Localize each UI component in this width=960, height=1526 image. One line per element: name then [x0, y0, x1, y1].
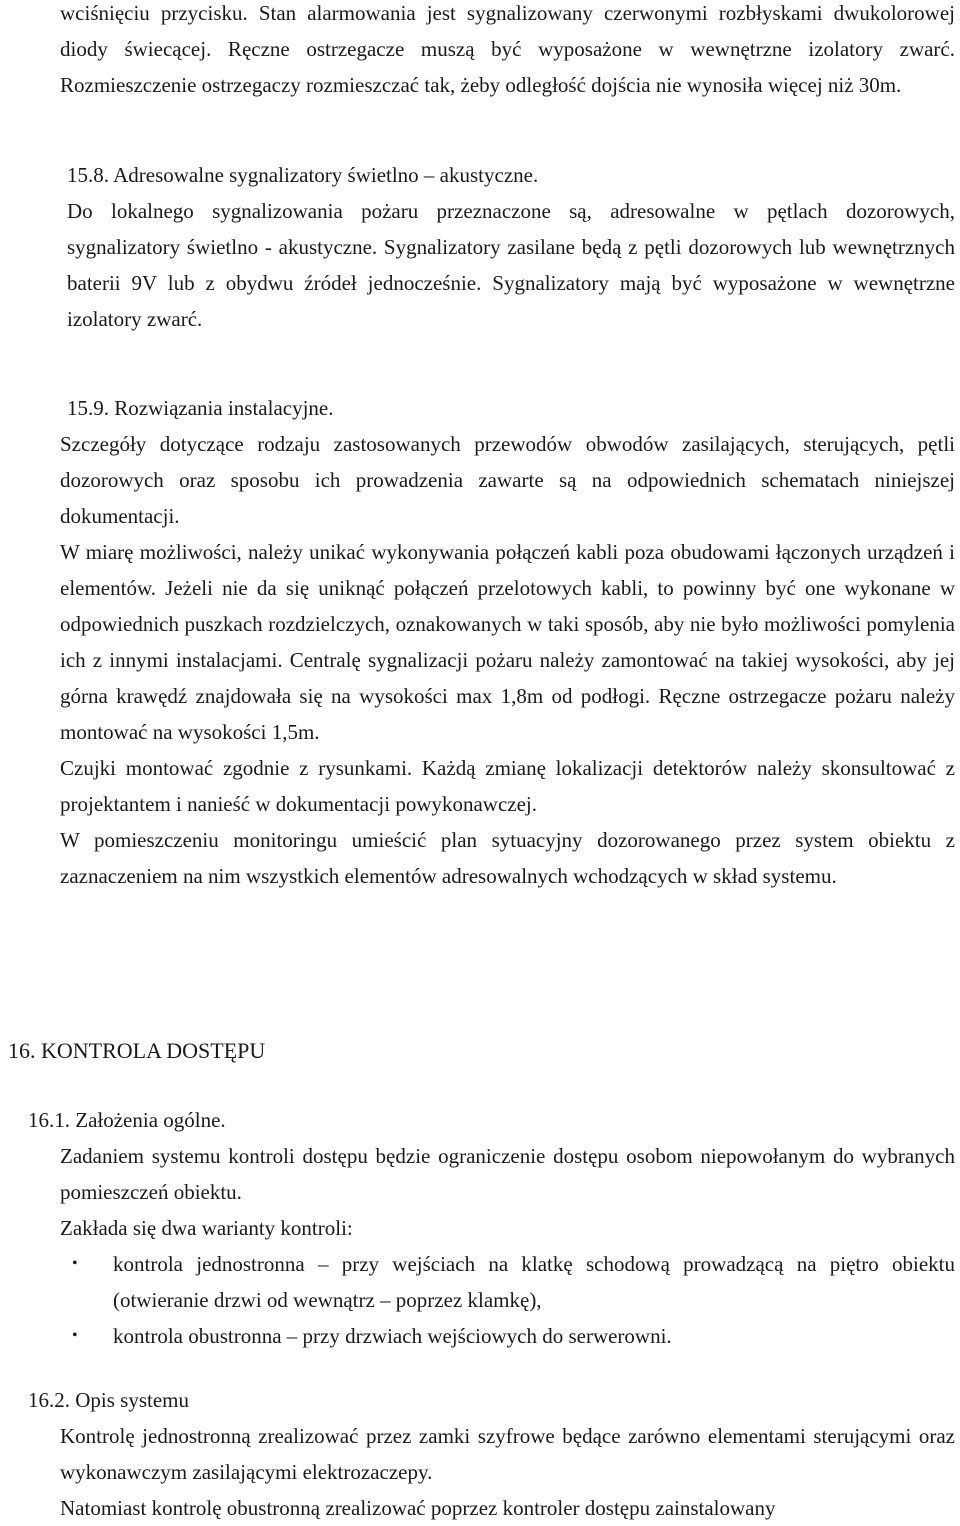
section-15-9-paragraph-1: Szczegóły dotyczące rodzaju zastosowanych przewodów obwodów zasilających, sterujących, pętli dozorowych oraz sposobu ich prowadzenia zawarte są na odpowiednich schematach niniejszej dokumentacji.: [60, 432, 955, 528]
section-15-9: [60, 390, 955, 894]
list-item: [60, 1246, 955, 1318]
section-15-8-heading: 15.8. Adresowalne sygnalizatory świetlno – akustyczne.: [67, 163, 539, 187]
section-16-1-paragraph-2: Zakłada się dwa warianty kontroli:: [60, 1216, 353, 1240]
section-15-8: [67, 157, 955, 337]
section-16-2-paragraph-2: Natomiast kontrolę obustronną zrealizować poprzez kontroler dostępu zainstalowany: [60, 1496, 776, 1520]
list-item-text: kontrola obustronna – przy drzwiach wejściowych do serwerowni.: [113, 1324, 672, 1348]
control-variants-list: [60, 1246, 955, 1354]
list-item-text: kontrola jednostronna – przy wejściach na klatkę schodową prowadzącą na piętro obiektu (otwieranie drzwi od wewnątrz – poprzez klamkę),: [113, 1252, 955, 1312]
section-16-2-heading: 16.2. Opis systemu: [28, 1388, 190, 1412]
section-16-2: [28, 1382, 955, 1526]
list-item: [60, 1318, 955, 1354]
continuation-paragraph-block: [60, 0, 955, 103]
section-15-9-paragraph-3: Czujki montować zgodnie z rysunkami. Każdą zmianę lokalizacji detektorów należy skonsultować z projektantem i nanieść w dokumentacji powykonawczej.: [60, 756, 955, 816]
section-15-9-paragraph-4: W pomieszczeniu monitoringu umieścić plan sytuacyjny dozorowanego przez system obiektu z zaznaczeniem na nim wszystkich elementów adresowalnych wchodzących w skład systemu.: [60, 828, 955, 888]
section-16-2-paragraph-1: Kontrolę jednostronną zrealizować przez zamki szyfrowe będące zarówno elementami sterującymi oraz wykonawczym zasilającymi elektrozaczepy.: [60, 1424, 955, 1484]
section-16-1-heading: 16.1. Założenia ogólne.: [28, 1108, 226, 1132]
bullet-icon: •: [72, 1327, 78, 1344]
section-15-9-paragraph-2: W miarę możliwości, należy unikać wykonywania połączeń kabli poza obudowami łączonych urządzeń i elementów. Jeżeli nie da się uniknąć połączeń przelotowych kabli, to powinny być one wykonane w odpowiednich puszkach rozdzielczych, oznakowanych w taki sposób, aby nie było możliwości pomylenia ich z innymi instalacjami. Centralę sygnalizacji pożaru należy zamontować na takiej wysokości, aby jej górna krawędź znajdowała się na wysokości max 1,8m od podłogi. Ręczne ostrzegacze pożaru należy montować na wysokości 1,5m.: [60, 540, 955, 744]
section-16-1-paragraph-1: Zadaniem systemu kontroli dostępu będzie ograniczenie dostępu osobom niepowołanym do wybranych pomieszczeń obiektu.: [60, 1144, 955, 1204]
section-15-9-heading: 15.9. Rozwiązania instalacyjne.: [67, 396, 334, 420]
section-16-1: [28, 1102, 955, 1354]
bullet-icon: •: [72, 1255, 78, 1272]
section-16: [8, 1033, 948, 1069]
section-15-8-body: Do lokalnego sygnalizowania pożaru przeznaczone są, adresowalne w pętlach dozorowych, sygnalizatory świetlno - akustyczne. Sygnalizatory zasilane będą z pętli dozorowych lub wewnętrznych baterii 9V lub z obydwu źródeł jednocześnie. Sygnalizatory mają być wyposażone w wewnętrzne izolatory zwarć.: [67, 199, 955, 331]
section-16-heading: 16. KONTROLA DOSTĘPU: [8, 1038, 266, 1063]
continuation-paragraph: wciśnięciu przycisku. Stan alarmowania jest sygnalizowany czerwonymi rozbłyskami dwukolorowej diody świecącej. Ręczne ostrzegacze muszą być wyposażone w wewnętrzne izolatory zwarć. Rozmieszczenie ostrzegaczy rozmieszczać tak, żeby odległość dojścia nie wynosiła więcej niż 30m.: [60, 1, 955, 97]
